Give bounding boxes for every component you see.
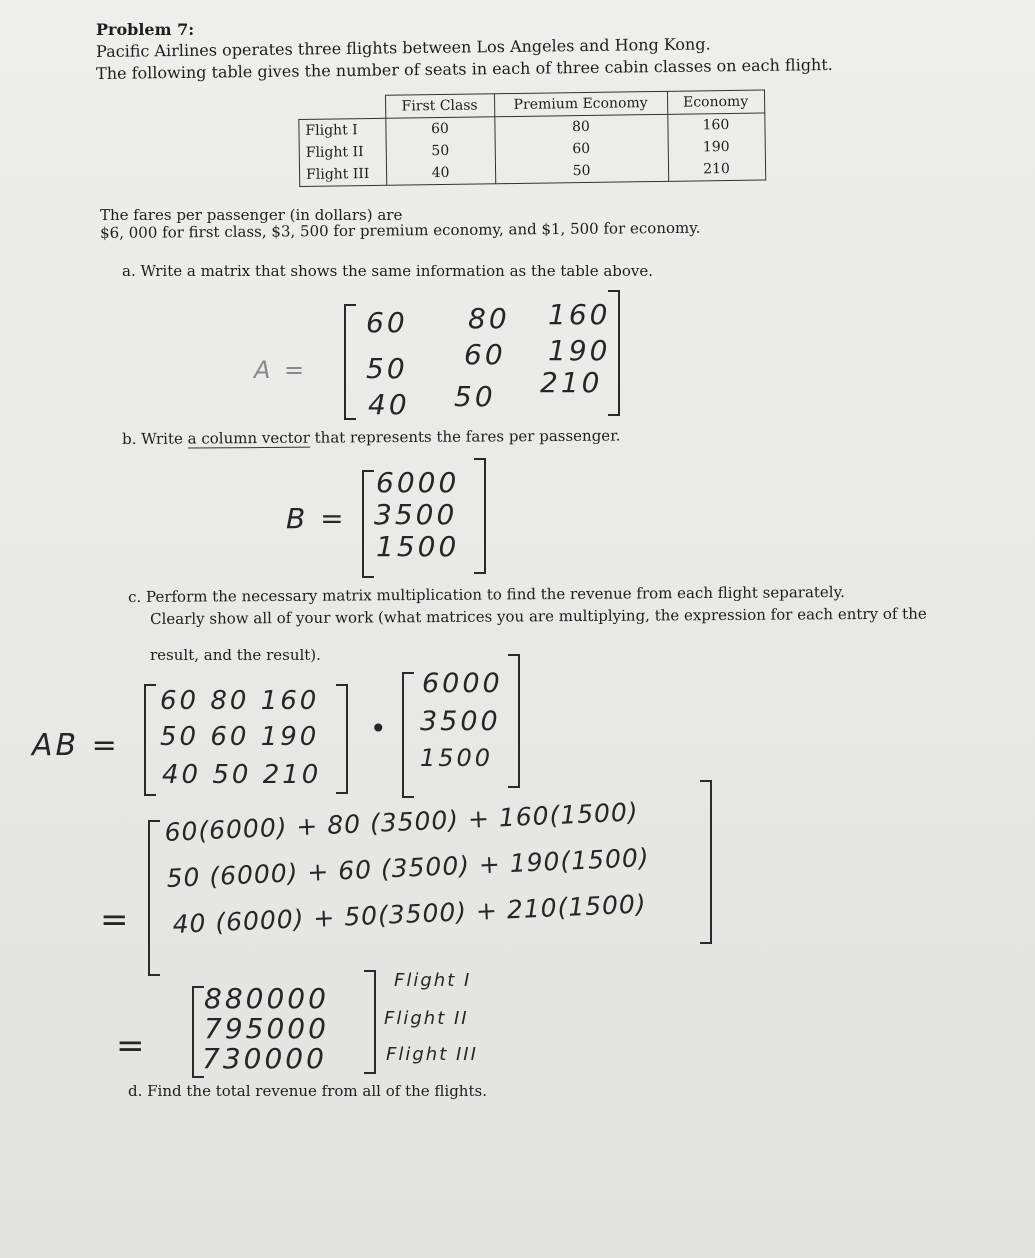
product-right-vector-left-bracket [402,672,414,798]
fares-line2: $6, 000 for first class, $3, 500 for premium economy, and $1, 500 for economy. [100,218,701,242]
matrix-a-cell: 80 [468,302,510,335]
table-cell: 160 [667,113,764,137]
row-label: Flight II [299,141,386,164]
seat-table-header: Economy [667,90,764,114]
product-left-matrix-row: 60 80 160 [160,686,320,716]
row-label: Flight III [299,163,386,187]
expression-row: 50 (6000) + 60 (3500) + 190(1500) [166,842,651,893]
problem-title: Problem 7: [96,20,195,39]
part-b-prompt-prefix: b. Write [122,429,188,448]
matrix-a-cell: 160 [548,298,611,331]
table-cell: 80 [494,114,667,139]
part-c-prompt-line3: result, and the result). [150,646,321,664]
matrix-a-cell: 210 [540,366,603,399]
table-cell: 60 [495,137,668,161]
seat-table-header: Premium Economy [494,91,667,116]
problem-intro-line1: Pacific Airlines operates three flights between Los Angeles and Hong Kong. [96,34,711,61]
product-left-matrix-right-bracket [336,684,348,794]
result-label: Flight III [386,1044,478,1065]
product-right-vector-entry: 1500 [420,744,494,772]
part-d-prompt: d. Find the total revenue from all of the flights. [128,1082,487,1100]
matrix-a-cell: 60 [464,338,506,371]
result-vector-right-bracket [364,970,376,1074]
seat-table [298,89,766,187]
matrix-a-cell: 190 [548,334,611,367]
result-entry: 795000 [204,1012,329,1045]
problem-intro-line2: The following table gives the number of seats in each of three cabin classes on each flight. [96,54,833,83]
table-cell: 190 [668,135,765,158]
row-label: Flight I [299,118,386,142]
part-b-prompt [122,427,621,448]
result-label: Flight I [394,970,472,991]
vector-b-entry: 3500 [374,498,458,531]
table-cell: 40 [386,161,495,185]
product-ab-label: AB = [32,728,120,763]
result-entry: 730000 [202,1042,327,1075]
part-c-prompt-line1: c. Perform the necessary matrix multiplication to find the revenue from each flight separately. [128,582,845,606]
expression-row: 40 (6000) + 50(3500) + 210(1500) [172,889,648,939]
matrix-a-cell: 60 [366,306,408,339]
fares-line1: The fares per passenger (in dollars) are [100,206,403,224]
vector-b-label: B = [286,502,347,535]
multiply-dot: • [370,712,387,745]
expression-matrix-left-bracket [148,820,160,976]
matrix-a-cell: 50 [454,380,496,413]
part-b-prompt-suffix: that represents the fares per passenger. [309,426,621,447]
product-left-matrix-left-bracket [144,684,156,796]
matrix-a-left-bracket [344,304,356,420]
result-label: Flight II [384,1008,469,1029]
vector-b-right-bracket [474,458,486,574]
seat-table-header: First Class [385,94,494,119]
equals-sign: = [100,900,129,940]
product-right-vector-entry: 6000 [422,668,503,699]
expression-matrix-right-bracket [700,780,712,944]
product-right-vector-entry: 3500 [420,706,501,737]
table-cell: 50 [495,159,668,184]
result-entry: 880000 [204,982,329,1015]
matrix-a-label: A = [254,356,308,384]
seat-table-corner [299,95,386,119]
table-cell: 50 [386,139,495,163]
table-cell: 210 [668,157,765,181]
part-c-prompt-line2: Clearly show all of your work (what matrices you are multiplying, the expression for each entry of the [150,604,927,628]
product-right-vector-right-bracket [508,654,520,788]
vector-b-left-bracket [362,470,374,578]
expression-row: 60(6000) + 80 (3500) + 160(1500) [164,797,640,847]
equals-sign: = [116,1026,145,1066]
vector-b-entry: 1500 [376,530,460,563]
product-left-matrix-row: 50 60 190 [160,722,320,752]
part-a-prompt: a. Write a matrix that shows the same information as the table above. [122,262,654,280]
product-left-matrix-row: 40 50 210 [162,760,322,790]
matrix-a-cell: 50 [366,352,408,385]
table-cell: 60 [385,117,494,141]
matrix-a-cell: 40 [368,388,410,421]
vector-b-entry: 6000 [376,466,460,499]
part-b-prompt-underlined: a column vector [187,428,310,448]
